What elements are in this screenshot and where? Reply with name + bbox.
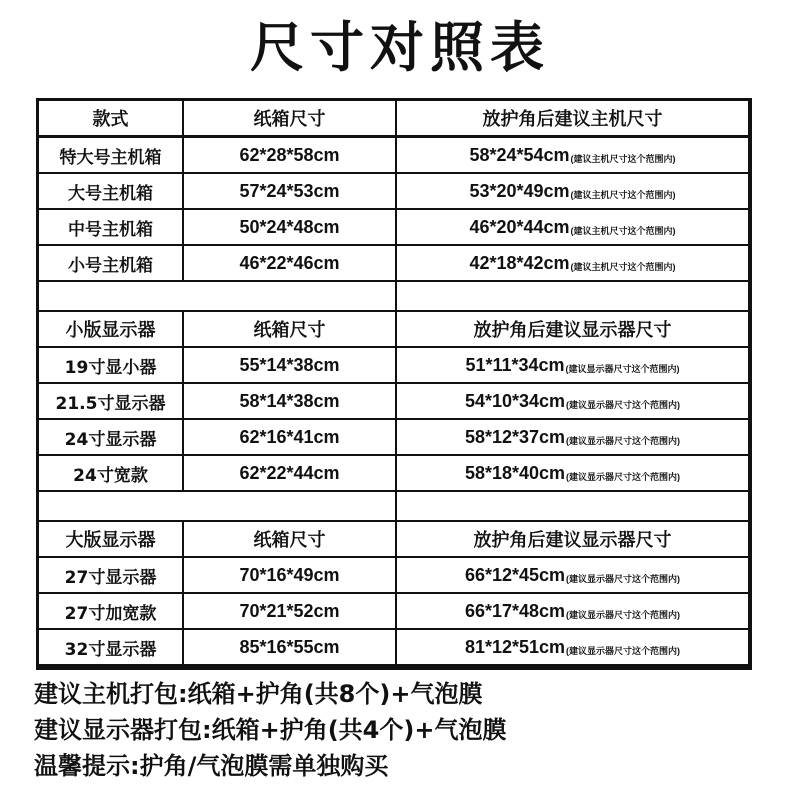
row-box-size: 85*16*55cm: [184, 630, 395, 664]
recommended-size-note: (建议显示器尺寸这个范围内): [566, 435, 681, 446]
recommended-size-note: (建议主机尺寸这个范围内): [570, 189, 676, 200]
row-recommended-size: [397, 630, 748, 664]
recommended-size-note: (建议显示器尺寸这个范围内): [566, 573, 681, 584]
recommended-size-value: 66*17*48cm: [464, 600, 566, 621]
recommended-size-value: 81*12*51cm: [464, 636, 566, 657]
row-box-size: 55*14*38cm: [184, 348, 395, 382]
recommended-size-note: (建议显示器尺寸这个范围内): [566, 645, 681, 656]
row-box-size: 50*24*48cm: [184, 210, 395, 244]
recommended-size-note: (建议显示器尺寸这个范围内): [566, 399, 681, 410]
row-recommended-size: [397, 456, 748, 490]
section-spacer-left: [39, 492, 395, 520]
row-recommended-size: [397, 348, 748, 382]
recommended-size-value: 66*12*45cm: [464, 564, 566, 585]
row-model-name: 24寸显示器: [39, 420, 182, 454]
section-spacer-right: [397, 492, 748, 520]
column-header-recommended-size: 放护角后建议显示器尺寸: [397, 522, 748, 556]
row-box-size: 62*28*58cm: [184, 138, 395, 172]
row-model-name: 27寸显示器: [39, 558, 182, 592]
row-model-name: 特大号主机箱: [39, 138, 182, 172]
recommended-size-value: 46*20*44cm: [469, 216, 570, 237]
column-header-box-size: 纸箱尺寸: [184, 522, 395, 556]
column-header-recommended-size: 放护角后建议主机尺寸: [397, 101, 748, 135]
row-recommended-size: [397, 210, 748, 244]
row-recommended-size: [397, 594, 748, 628]
row-box-size: 62*22*44cm: [184, 456, 395, 490]
column-header-style: 款式: [39, 101, 182, 135]
row-model-name: 21.5寸显示器: [39, 384, 182, 418]
row-model-name: 24寸宽款: [39, 456, 182, 490]
row-recommended-size: [397, 420, 748, 454]
page-title: 尺寸对照表: [250, 16, 550, 79]
row-recommended-size: [397, 384, 748, 418]
column-header-box-size: 纸箱尺寸: [184, 101, 395, 135]
row-model-name: 小号主机箱: [39, 246, 182, 280]
row-box-size: 58*14*38cm: [184, 384, 395, 418]
recommended-size-note: (建议主机尺寸这个范围内): [570, 225, 676, 236]
column-header-box-size: 纸箱尺寸: [184, 312, 395, 346]
row-model-name: 19寸显小器: [39, 348, 182, 382]
recommended-size-value: 58*24*54cm: [469, 144, 570, 165]
row-box-size: 70*16*49cm: [184, 558, 395, 592]
row-box-size: 57*24*53cm: [184, 174, 395, 208]
recommended-size-value: 54*10*34cm: [464, 390, 566, 411]
size-comparison-table: [36, 98, 752, 670]
recommended-size-value: 58*12*37cm: [464, 426, 566, 447]
packing-notes: [34, 676, 774, 784]
row-recommended-size: [397, 558, 748, 592]
recommended-size-note: (建议主机尺寸这个范围内): [570, 153, 676, 164]
recommended-size-note: (建议显示器尺寸这个范围内): [566, 471, 681, 482]
row-model-name: 32寸显示器: [39, 630, 182, 664]
purchase-reminder-note: 温馨提示:护角/气泡膜需单独购买: [34, 752, 389, 780]
recommended-size-value: 42*18*42cm: [469, 252, 570, 273]
monitor-packing-note: 建议显示器打包:纸箱+护角(共4个)+气泡膜: [34, 716, 507, 744]
section-spacer-left: [39, 282, 395, 310]
row-model-name: 27寸加宽款: [39, 594, 182, 628]
row-model-name: 大号主机箱: [39, 174, 182, 208]
recommended-size-value: 53*20*49cm: [469, 180, 570, 201]
column-header-style: 小版显示器: [39, 312, 182, 346]
recommended-size-value: 51*11*34cm: [465, 354, 565, 375]
row-recommended-size: [397, 174, 748, 208]
recommended-size-note: (建议主机尺寸这个范围内): [570, 261, 676, 272]
section-spacer-right: [397, 282, 748, 310]
row-recommended-size: [397, 138, 748, 172]
row-recommended-size: [397, 246, 748, 280]
recommended-size-note: (建议显示器尺寸这个范围内): [565, 363, 680, 374]
row-model-name: 中号主机箱: [39, 210, 182, 244]
column-header-style: 大版显示器: [39, 522, 182, 556]
recommended-size-value: 58*18*40cm: [464, 462, 566, 483]
row-box-size: 46*22*46cm: [184, 246, 395, 280]
column-header-recommended-size: 放护角后建议显示器尺寸: [397, 312, 748, 346]
host-packing-note: 建议主机打包:纸箱+护角(共8个)+气泡膜: [34, 680, 483, 708]
row-box-size: 62*16*41cm: [184, 420, 395, 454]
recommended-size-note: (建议显示器尺寸这个范围内): [566, 609, 681, 620]
row-box-size: 70*21*52cm: [184, 594, 395, 628]
